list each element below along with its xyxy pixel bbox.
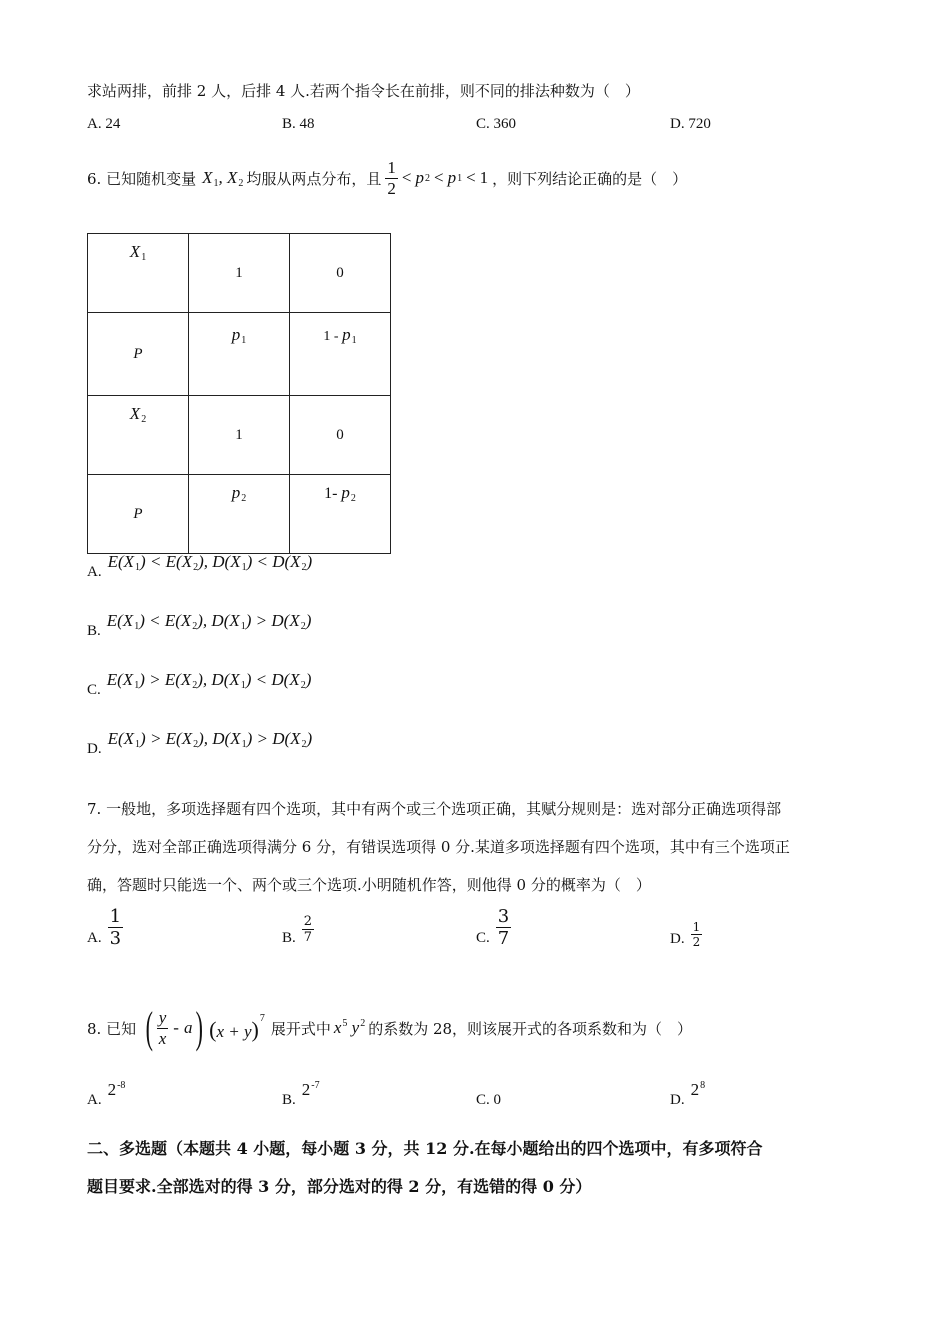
section-2-heading-line-2: 题目要求.全部选对的得 3 分，部分选对的得 2 分，有选错的得 0 分） — [87, 1177, 592, 1196]
q6-option-a — [87, 552, 313, 581]
q7-line-3: 确，答题时只能选一个、两个或三个选项.小明随机作答，则他得 0 分的概率为（ ） — [87, 876, 651, 894]
q8-mid: 展开式中 — [270, 1019, 331, 1038]
table-row — [88, 313, 391, 396]
table-cell: 0 — [290, 234, 391, 313]
option-label: A. — [87, 564, 102, 580]
option-label: A. — [87, 930, 102, 946]
option-label: C. — [476, 930, 490, 946]
q6-option-b — [87, 611, 312, 640]
q7-line-1: 7. 一般地，多项选择题有四个选项，其中有两个或三个选项正确，其赋分规则是：选对部分正确选项得部 — [87, 800, 782, 818]
q6-stem — [87, 148, 687, 208]
q6-condition: $\frac{1}{2}$ < p 2 < p 1 < 1 — [387, 157, 489, 198]
table-cell: 0 — [290, 396, 391, 475]
q8-term: $x^5$ $y^2$ — [333, 1018, 366, 1037]
q8-option-a — [87, 1080, 125, 1109]
table-row — [88, 475, 391, 554]
q5-option-a: A. 24 — [87, 116, 121, 132]
option-power: $2^8$ — [690, 1080, 706, 1099]
q5-option-c: C. 360 — [476, 116, 517, 132]
table-cell: $p_1$ — [189, 313, 290, 396]
option-expression: $E(X_1) < E(X_2)$, $D(X_1) < D(X_2)$ — [107, 552, 313, 573]
q8-stem — [87, 990, 692, 1066]
distribution-table — [87, 233, 391, 554]
q6-mid: 均服从两点分布，且 — [246, 169, 382, 188]
option-power: $2^{-7}$ — [301, 1080, 320, 1099]
option-expression: $E(X_1) > E(X_2)$, $D(X_1) < D(X_2)$ — [106, 670, 312, 691]
option-expression: $E(X_1) > E(X_2)$, $D(X_1) > D(X_2)$ — [107, 729, 313, 750]
q5-option-d: D. 720 — [670, 116, 711, 132]
table-cell: P — [88, 313, 189, 396]
table-cell: $p_2$ — [189, 475, 290, 554]
option-fraction: $\frac{3}{7}$ — [497, 906, 510, 949]
option-label: D. — [670, 931, 685, 947]
option-expression: $E(X_1) < E(X_2)$, $D(X_1) > D(X_2)$ — [106, 611, 312, 632]
table-cell: P — [88, 475, 189, 554]
table-row — [88, 396, 391, 475]
q6-suffix: ，则下列结论正确的是（ ） — [492, 169, 688, 188]
q7-option-c — [476, 906, 511, 949]
q7-option-a — [87, 906, 123, 949]
table-cell: 1 — [189, 396, 290, 475]
table-cell: 1 — [189, 234, 290, 313]
table-cell: $X_1$ — [88, 234, 189, 313]
section-2-heading-line-1: 二、多选题（本题共 4 小题，每小题 3 分，共 12 分.在每小题给出的四个选项中，有多项符合 — [87, 1139, 763, 1158]
q8-option-d — [670, 1080, 705, 1109]
q7-option-b — [282, 912, 314, 947]
option-label: D. — [87, 741, 102, 757]
q7-line-2: 分分，选对全部正确选项得满分 6 分，有错误选项得 0 分.某道多项选择题有四个选项，其中有三个选项正 — [87, 838, 790, 856]
option-fraction: $\frac{1}{2}$ — [692, 920, 701, 949]
table-cell: $X_2$ — [88, 396, 189, 475]
q8-suffix: 的系数为 28，则该展开式的各项系数和为（ ） — [368, 1019, 693, 1038]
table-cell: 1- $p_2$ — [290, 475, 391, 554]
q6-variables: $X_1$, $X_2$ — [202, 167, 244, 189]
option-fraction: $\frac{1}{3}$ — [109, 906, 122, 949]
option-power: $2^{-8}$ — [107, 1080, 126, 1099]
table-cell: $1 - p_1$ — [290, 313, 391, 396]
q8-prefix: 8. 已知 — [87, 1019, 137, 1038]
option-label: C. — [87, 682, 101, 698]
option-label: B. — [282, 1092, 296, 1108]
table-row — [88, 234, 391, 313]
option-label: A. — [87, 1092, 102, 1108]
q5-option-b: B. 48 — [282, 116, 315, 132]
option-fraction: $\frac{2}{7}$ — [303, 914, 313, 945]
q5-text: 求站两排，前排 2 人，后排 4 人.若两个指令长在前排，则不同的排法种数为（ ） — [87, 82, 640, 100]
q6-prefix: 6. 已知随机变量 — [87, 169, 197, 188]
q7-option-d — [670, 920, 702, 949]
option-label: D. — [670, 1092, 685, 1108]
q6-option-c — [87, 670, 312, 699]
q6-option-d — [87, 729, 313, 758]
q8-option-c: C. 0 — [476, 1092, 502, 1108]
option-label: B. — [282, 930, 296, 946]
q8-option-b — [282, 1080, 320, 1109]
q8-expression: ( $\frac{y}{x}$ - a ) $(x + y)^7$ — [145, 1003, 265, 1052]
option-label: B. — [87, 623, 101, 639]
